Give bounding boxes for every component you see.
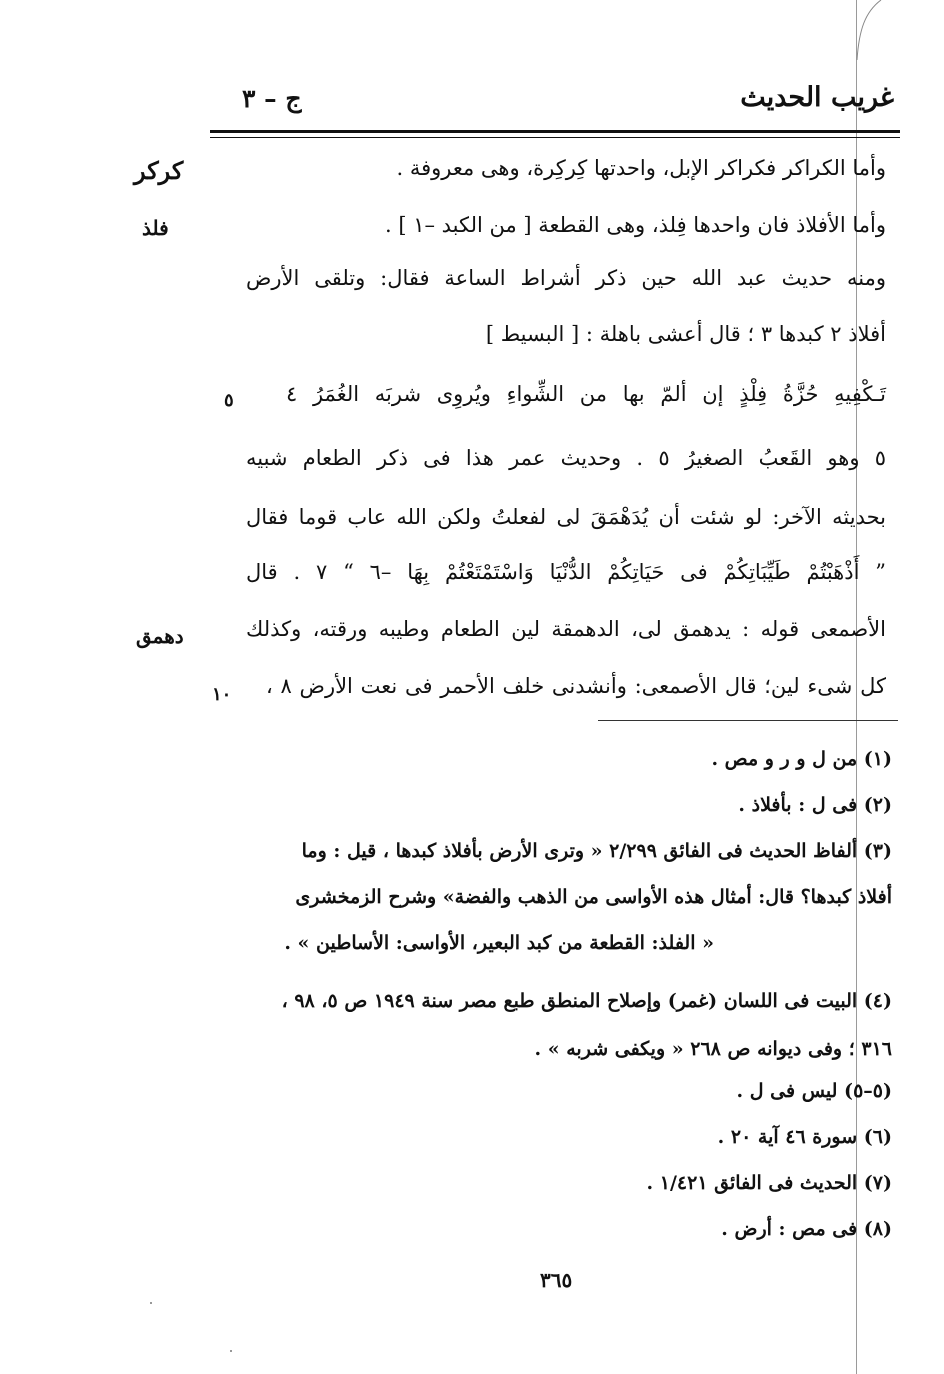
verse-line: تَـكْفِيهِ حُزَّةُ فِلْذٍ إن ألمّ بها من الشِّواءِ ويُروِى شربَه الغُمَرُ ٤ [286, 382, 886, 406]
page-number: ٣٦٥ [540, 1268, 573, 1292]
text-line-7: بحديثه الآخر: لو شئت أن يُدَهْمَقَ لى لفعلتُ ولكن الله عاب قوما فقال [246, 505, 886, 529]
header-rule-thin [210, 137, 900, 138]
margin-word-filz: فلذ [142, 216, 169, 240]
footnote-3-cont-1: أفلاذ كبدها؟ قال: أمثال هذه الأواسى من الذهب والفضة» وشرح الزمخشرى [295, 886, 892, 908]
margin-word-karkar: كركر [134, 156, 184, 185]
volume-label: ج – ٣ [242, 84, 302, 113]
footnote-5: (٥–٥) ليس فى ل . [736, 1080, 892, 1102]
scan-speck [150, 1302, 152, 1304]
header-rule-thick [210, 130, 900, 133]
scan-speck [230, 1350, 232, 1352]
page-edge-curve [855, 0, 885, 60]
footnote-4: (٤) البيت فى اللسان (غمر) وإصلاح المنطق طبع مصر سنة ١٩٤٩ ص ٥، ٩٨ ، [281, 990, 892, 1012]
footnote-6: (٦) سورة ٤٦ آية ٢٠ . [717, 1126, 892, 1148]
footnote-3: (٣) ألفاظ الحديث فى الفائق ٢/٢٩٩ « وترى الأرض بأفلاذ كبدها ، قيل : وما [301, 840, 892, 862]
text-line-6: ٥ وهو القَعبُ الصغيرُ ٥ . وحديث عمر هذا فى ذكر الطعام شبيه [246, 446, 887, 470]
line-number-5: ٥ [224, 390, 234, 411]
footnote-4-cont: ٣١٦ ؛ وفى ديوانه ص ٢٦٨ « ويكفى شربه » . [534, 1038, 892, 1060]
text-line-3: ومنه حديث عبد الله حين ذكر أشراط الساعة فقال: وتلقى الأرض [246, 266, 886, 290]
margin-word-dahmaq: دهمق [136, 624, 184, 648]
text-line-10: كل شىء لين؛ قال الأصمعى: وأنشدنى خلف الأحمر فى نعت الأرض ٨ ، [266, 674, 887, 698]
text-line-9: الأصمعى قوله : يدهمق لى، الدهمقة لين الطعام وطيبه ورقته، وكذلك [246, 617, 886, 641]
line-number-10: ١٠ [212, 684, 232, 705]
text-line-1: وأما الكراكر فكراكر الإبل، واحدتها كِركِرة، وهى معروفة . [396, 156, 886, 180]
text-line-4: أفلاذ ٢ كبدها ٣ ؛ قال أعشى باهلة : [ البسيط ] [485, 322, 886, 346]
text-line-2: وأما الأفلاذ فان واحدها فِلذ، وهى القطعة [ من الكبد –١ ] . [384, 213, 886, 237]
footnote-separator [598, 720, 898, 721]
quran-quote-line: ” أَذْهَبْتُمْ طَيِّبَاتِكُمْ فى حَيَاتِكُمْ الدُّنْيَا وَاسْتَمْتَعْتُمْ بِهَا –٦ “ ٧ . قال [246, 560, 886, 584]
footnote-2: (٢) فى ل : بأفلاذ . [738, 794, 892, 816]
footnote-8: (٨) فى مص : أرض . [721, 1218, 892, 1240]
footnote-1: (١) من ل و ر و مص . [711, 748, 892, 770]
footnote-3-cont-2: « الفلذ: القطعة من كبد البعير، الأواسى: الأساطين » . [284, 932, 714, 954]
running-title: غريب الحديث [740, 82, 894, 113]
footnote-7: (٧) الحديث فى الفائق ١/٤٢١ . [646, 1172, 892, 1194]
